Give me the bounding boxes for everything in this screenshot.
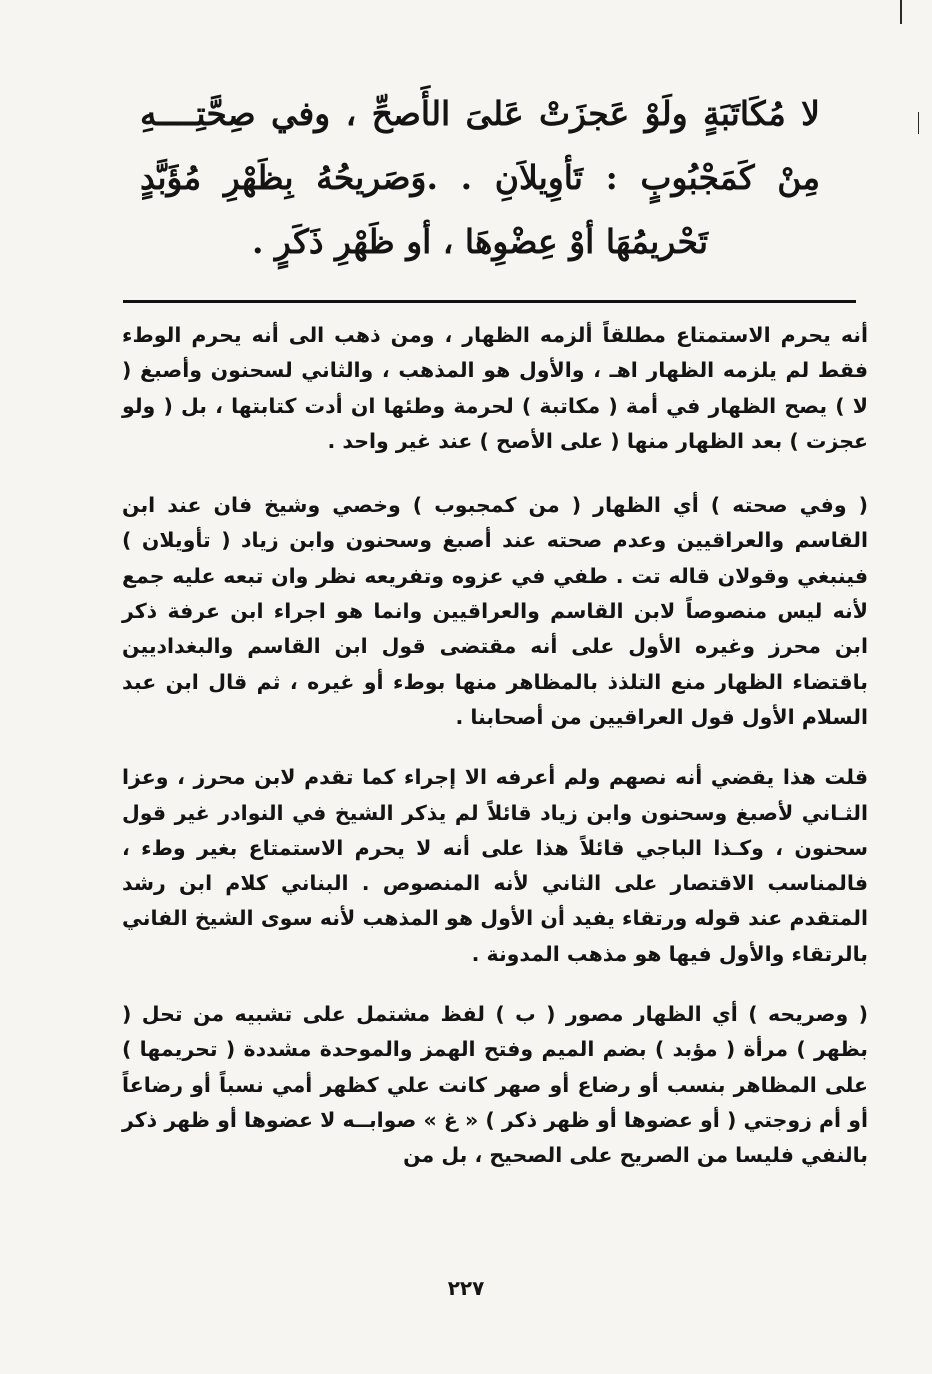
scan-edge-mark: [918, 112, 919, 134]
scan-edge-mark: [900, 0, 902, 24]
matn-verse-text: لا مُكَاتَبَةٍ ولَوْ عَجزَتْ عَلىَ الأَصحِّ ، وفي صِحَّتِــــهِ مِنْ كَمَجْبُوبٍ : تَأوِيلاَنِ . .وَصَريحُهُ بِظَهْرِ مُؤَبَّدٍ تَحْريمُهَا أوْ عِضْوِهَا ، أو ظَهْرِ ذَكَرٍ .: [140, 94, 820, 261]
commentary-paragraph: ( وفي صحته ) أي الظهار ( من كمجبوب ) وخصي وشيخ فان عند ابن القاسم والعراقيين وعدم صحته عند أصبغ وسحنون وابن زياد ( تأويلان ) فينبغي وقولان قاله تت . طفي في عزوه وتفريعه نظر وان تبعه عليه جمع لأنه ليس منصوصاً لابن القاسم والعراقيين وانما هو اجراء ابن عرفة ذكر ابن محرز وغيره الأول على أنه مقتضى قول ابن القاسم والبغداديين باقتضاء الظهار منع التلذذ بالمظاهر منها بوطء أو غيره ، ثم قال ابن عبد السلام الأول قول العراقيين من أصحابنا .: [122, 493, 868, 729]
commentary-paragraph: قلت هذا يقضي أنه نصهم ولم أعرفه الا إجراء كما تقدم لابن محرز ، وعزا الثـاني لأصبغ وسحنون وابن زياد قائلاً لم يذكر الشيخ في النوادر غير قول سحنون ، وكـذا الباجي قائلاً هذا على أنه لا يحرم الاستمتاع بغير وطء ، فالمناسب الاقتصار على الثاني لأنه المنصوص . البناني كلام ابن رشد المتقدم عند قوله ورتقاء يفيد أن الأول هو المذهب لأنه سوى الشيخ الفاني بالرتقاء والأول فيها هو مذهب المدونة .: [122, 765, 868, 966]
commentary-body: [122, 318, 868, 1199]
commentary-paragraph: ( وصريحه ) أي الظهار مصور ( ب ) لفظ مشتمل على تشبيه من تحل ( بظهر ) مرأة ( مؤبد ) بضم الميم وفتح الهمز والموحدة مشددة ( تحريمها ) على المظاهر بنسب أو رضاع أو صهر كانت علي كظهر أمي نسباً أو رضاعاً أو أم زوجتي ( أو عضوها أو ظهر ذكر ) « غ » صوابــه لا عضوها أو ظهر ذكر بالنفي فليسا من الصريح على الصحيح ، بل من: [122, 1002, 868, 1168]
commentary-paragraph: أنه يحرم الاستمتاع مطلقاً ألزمه الظهار ، ومن ذهب الى أنه يحرم الوطء فقط لم يلزمه الظهار اهـ ، والأول هو المذهب ، والثاني لسحنون وأصبغ ( لا ) يصح الظهار في أمة ( مكاتبة ) لحرمة وطئها ان أدت كتابتها ، بل ( ولو عجزت ) بعد الظهار منها ( على الأصح ) عند غير واحد .: [122, 323, 868, 453]
separator-rule: [123, 300, 856, 303]
page-number: ٢٢٧: [447, 1276, 485, 1300]
